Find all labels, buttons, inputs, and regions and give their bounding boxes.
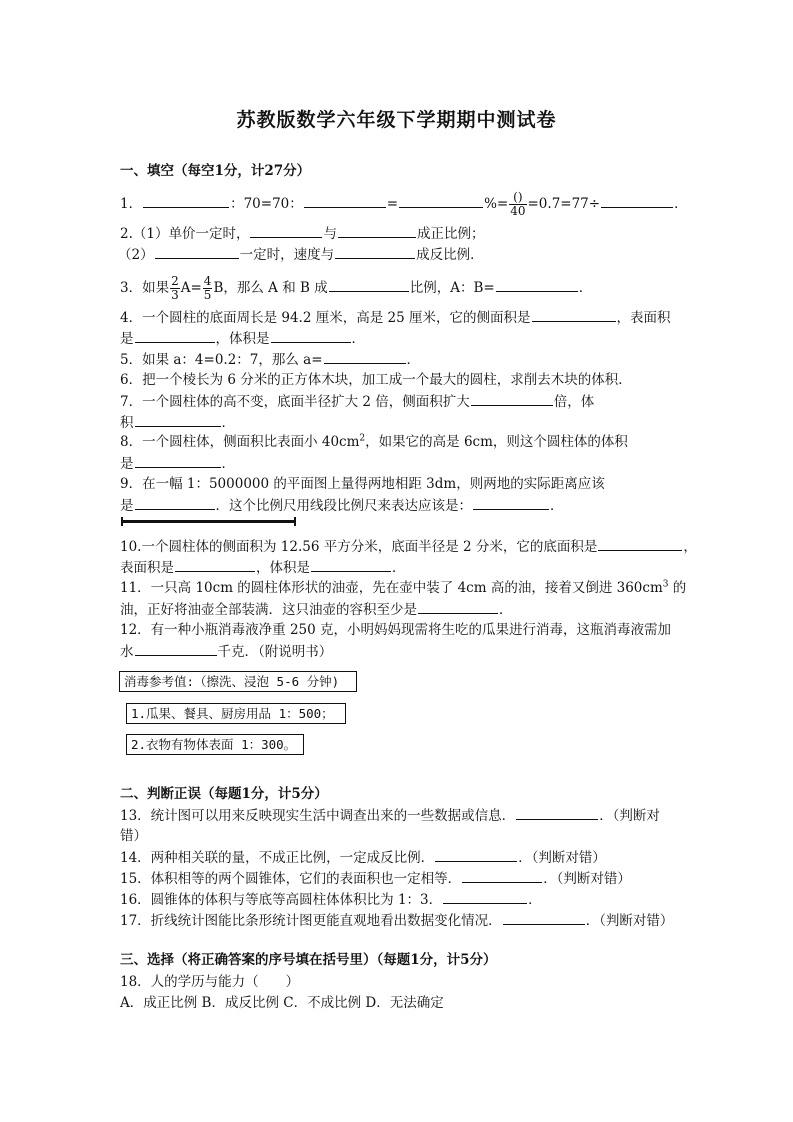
question-8-line-1 [120, 433, 628, 451]
q8-text: ． [221, 456, 235, 472]
question-9-line-2 [120, 496, 564, 515]
q11-text: ． [499, 602, 513, 618]
q8-superscript: 2 [359, 433, 366, 444]
q16-blank[interactable] [443, 890, 527, 904]
question-4-line-2 [120, 329, 365, 348]
q2-text: （2） [118, 247, 154, 263]
fraction-denominator: 5 [203, 288, 212, 302]
q2-blank-1[interactable] [250, 224, 322, 238]
q8-blank[interactable] [135, 454, 221, 468]
manual-box-item-1: 1.瓜果、餐具、厨房用品 1：500； [126, 703, 346, 724]
q8-text: ，如果它的高是 6cm，则这个圆柱体的体积 [365, 434, 628, 450]
q2-text: 2.（1）单价一定时， [120, 226, 250, 242]
line-scale-bar [121, 520, 296, 523]
q9-text: ． [550, 498, 564, 514]
q4-blank-1[interactable] [532, 308, 616, 322]
q15-text: ．（判断对错） [543, 871, 631, 887]
question-1 [120, 191, 688, 218]
question-12-line-2 [120, 642, 332, 661]
q4-text: ，表面积 [616, 310, 671, 326]
q13-text: ．（判断对 [599, 808, 660, 824]
q7-text: 7．一个圆柱体的高不变，底面半径扩大 2 倍，侧面积扩大 [120, 394, 470, 410]
question-18-options: A．成正比例 B．成反比例 C．不成比例 D．无法确定 [120, 995, 444, 1011]
q3-text: 3．如果 [120, 280, 170, 296]
q2-text: 与 [323, 226, 337, 242]
q3-text: B，那么 A 和 B 成 [213, 280, 328, 296]
q2-blank-2[interactable] [338, 224, 416, 238]
question-2-part-1 [120, 224, 484, 243]
q16-text: 16．圆锥体的体积与等底等高圆柱体体积比为 1：3． [120, 892, 443, 908]
q9-text: ．这个比例尺用线段比例尺来表达应该是： [215, 498, 472, 514]
q1-text: ：70=70： [230, 196, 303, 212]
q10-blank-1[interactable] [598, 537, 682, 551]
q1-text: =0.7=77÷ [527, 196, 601, 212]
section-3-heading: 三、选择（将正确答案的序号填在括号里）（每题1分，计5分） [120, 952, 497, 968]
question-5 [120, 350, 420, 369]
q10-blank-2[interactable] [175, 558, 255, 572]
q10-text: 表面积是 [120, 560, 174, 576]
question-3 [120, 275, 592, 302]
question-2-part-2 [118, 245, 484, 264]
q1-blank-3[interactable] [399, 194, 483, 208]
question-10-line-1 [120, 537, 697, 556]
q5-text: 5．如果 a：4=0.2：7，那么 a= [120, 352, 323, 368]
q17-blank[interactable] [503, 911, 585, 925]
q8-text: 8．一个圆柱体，侧面积比表面小 40cm [120, 434, 360, 450]
q1-fraction [509, 191, 526, 218]
q15-text: 15．体积相等的两个圆锥体，它们的表面积也一定相等． [120, 871, 462, 887]
q2-text: 一定时，速度与 [239, 247, 335, 263]
q4-text: 4．一个圆柱的底面周长是 94.2 厘米，高是 25 厘米，它的侧面积是 [120, 310, 531, 326]
question-7-line-1 [120, 392, 594, 411]
q1-text: %= [484, 196, 509, 212]
question-10-line-2 [120, 558, 406, 577]
q3-text: A= [180, 280, 202, 296]
q5-text: ． [406, 352, 421, 368]
q7-text: ． [221, 415, 235, 431]
q7-text: 倍，体 [553, 394, 595, 410]
q12-blank[interactable] [135, 642, 217, 656]
q3-blank-2[interactable] [496, 278, 578, 292]
q10-text: 10.一个圆柱体的侧面积为 12.56 平方分米，底面半径是 2 分米，它的底面积是 [120, 539, 598, 555]
q15-blank[interactable] [462, 869, 542, 883]
q1-text: 1． [120, 196, 143, 212]
q10-text: ． [392, 560, 406, 576]
q12-text: 水 [120, 644, 134, 660]
question-12-line-1: 12．有一种小瓶消毒液净重 250 克，小明妈妈现需将生吃的瓜果进行消毒，这瓶消毒液需加 [120, 622, 672, 638]
question-13-line-1 [120, 806, 660, 825]
q17-text: 17．折线统计图能比条形统计图更能直观地看出数据变化情况． [120, 913, 502, 929]
q1-text: = [386, 196, 399, 212]
question-14 [120, 848, 606, 867]
q16-text: ． [528, 892, 542, 908]
q2-text: 成正比例； [416, 226, 485, 242]
fraction-numerator: () [509, 191, 526, 205]
fraction-denominator: 40 [510, 204, 526, 218]
q11-text: 的 [668, 580, 687, 596]
q13-blank[interactable] [516, 806, 598, 820]
q4-text: ． [351, 331, 365, 347]
question-15 [120, 869, 631, 888]
q4-blank-2[interactable] [135, 329, 215, 343]
question-9-line-1: 9．在一幅 1：5000000 的平面图上量得两地相距 3dm，则两地的实际距离应该 [120, 476, 605, 492]
q7-blank-1[interactable] [471, 392, 553, 406]
question-4-line-1 [120, 308, 671, 327]
q3-text: ． [578, 280, 593, 296]
q1-text: ． [674, 196, 688, 212]
q8-text: 是 [120, 456, 134, 472]
q2-blank-3[interactable] [155, 245, 239, 259]
question-8-line-2 [120, 454, 235, 473]
q3-text: 比例，A：B= [409, 280, 495, 296]
question-6: 6．把一个棱长为 6 分米的正方体木块，加工成一个最大的圆柱，求削去木块的体积． [120, 372, 632, 388]
q2-blank-4[interactable] [335, 245, 415, 259]
q1-blank-4[interactable] [601, 194, 673, 208]
page-title: 苏教版数学六年级下学期期中测试卷 [236, 109, 557, 131]
q7-text: 积 [120, 415, 134, 431]
section-1-heading: 一、填空（每空1分，计27分） [120, 163, 311, 179]
q9-text: 是 [120, 498, 134, 514]
q4-text: ，体积是 [215, 331, 270, 347]
fraction-numerator: 2 [171, 274, 179, 288]
question-13-line-2: 错） [120, 828, 147, 844]
section-2-heading: 二、判断正误（每题1分，计5分） [120, 786, 328, 802]
q7-blank-2[interactable] [135, 413, 221, 427]
fraction-numerator: 4 [203, 274, 212, 288]
q14-text: ．（判断对错） [518, 850, 606, 866]
q1-blank-2[interactable] [304, 194, 386, 208]
q1-blank-1[interactable] [143, 194, 229, 208]
q10-blank-3[interactable] [311, 558, 391, 572]
question-7-line-2 [120, 413, 235, 432]
q10-text: ， [683, 539, 697, 555]
q5-blank[interactable] [324, 350, 406, 364]
q11-text: 油，正好将油壶全部装满．这只油壶的容积至少是 [120, 602, 417, 618]
manual-box-item-2: 2.衣物有物体表面 1：300。 [126, 734, 304, 755]
question-11-line-1 [120, 579, 686, 597]
question-16 [120, 890, 542, 909]
question-11-line-2 [120, 600, 513, 619]
q2-text: 成反比例． [416, 247, 484, 263]
manual-box-title: 消毒参考值:（擦洗、浸泡 5-6 分钟) [119, 671, 357, 692]
q14-blank[interactable] [435, 848, 517, 862]
q3-blank-1[interactable] [329, 278, 409, 292]
q11-blank[interactable] [418, 600, 498, 614]
q12-text: 千克．（附说明书） [217, 644, 333, 660]
q4-blank-3[interactable] [271, 329, 351, 343]
question-18: 18．人的学历与能力（ ） [120, 974, 300, 990]
q9-blank-1[interactable] [135, 496, 215, 510]
q13-text: 13．统计图可以用来反映现实生活中调查出来的一些数据或信息． [120, 808, 516, 824]
q3-fraction-2 [203, 275, 213, 302]
fraction-denominator: 3 [171, 288, 179, 302]
q10-text: ，体积是 [256, 560, 310, 576]
question-17 [120, 911, 673, 930]
q9-blank-2[interactable] [473, 496, 549, 510]
q17-text: ．（判断对错） [585, 913, 674, 929]
q4-text: 是 [120, 331, 134, 347]
q11-text: 11．一只高 10cm 的圆柱体形状的油壶，先在壶中装了 4cm 高的油，接着又倒进 360cm [120, 580, 663, 596]
q3-fraction-1 [170, 275, 180, 302]
q14-text: 14．两种相关联的量，不成正比例，一定成反比例． [120, 850, 435, 866]
q11-superscript: 3 [662, 579, 669, 590]
